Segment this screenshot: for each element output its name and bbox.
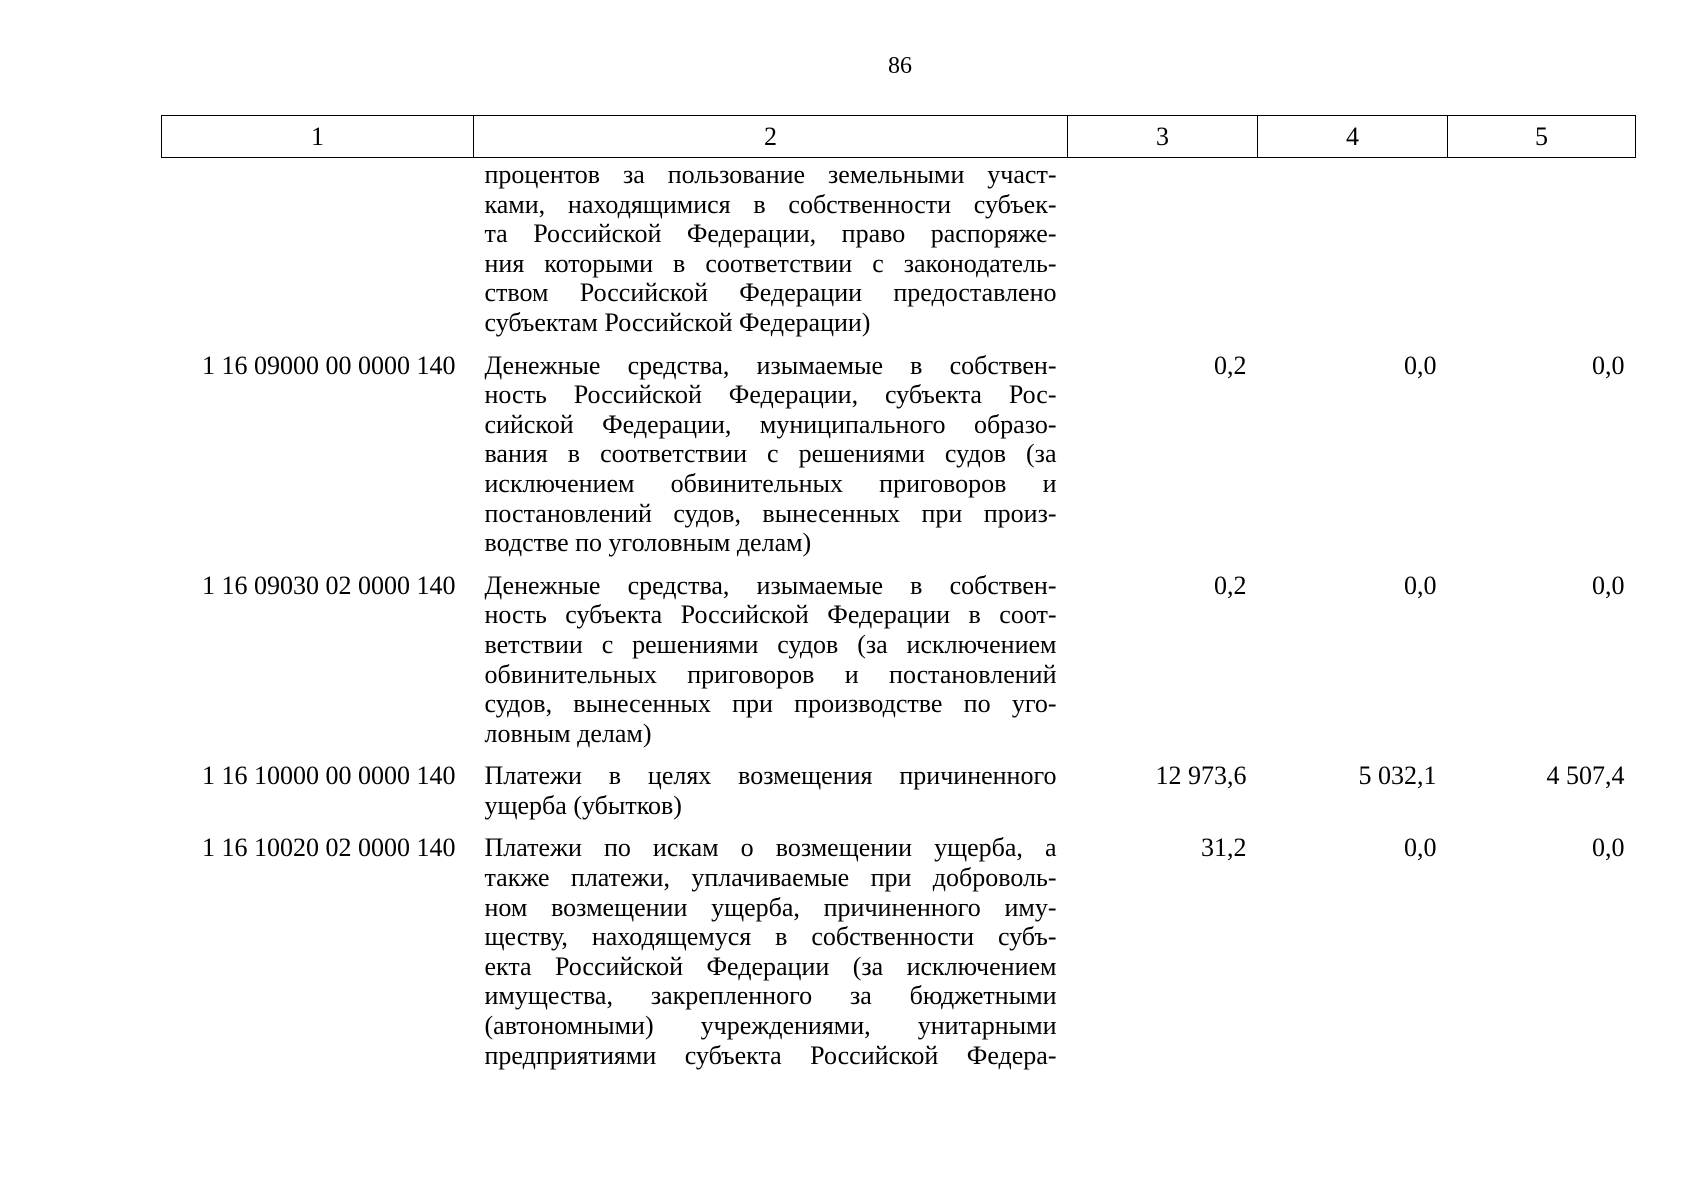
amount-cell-col-4: 0,0 bbox=[1404, 570, 1437, 600]
column-header-2: 2 bbox=[474, 116, 1068, 158]
column-header-3: 3 bbox=[1068, 116, 1258, 158]
revenue-name-line: ством Российской Федерации предоставлено bbox=[484, 278, 1057, 308]
revenue-name-line: ность Российской Федерации, субъекта Рос- bbox=[484, 380, 1057, 410]
revenue-name-line: исключением обвинительных приговоров и bbox=[484, 468, 1057, 498]
table-header-row bbox=[162, 116, 1636, 158]
column-header-4: 4 bbox=[1258, 116, 1448, 158]
revenue-name-line: ном возмещении ущерба, причиненного иму- bbox=[484, 892, 1057, 922]
revenue-name-line: та Российской Федерации, право распоряже- bbox=[484, 219, 1057, 249]
revenue-name-cell bbox=[474, 761, 1068, 833]
revenue-name-line: ловным делам) bbox=[484, 718, 652, 748]
amount-cell-col-5: 0,0 bbox=[1592, 570, 1625, 600]
revenue-name-line: обвинительных приговоров и постановлений bbox=[484, 659, 1057, 689]
amount-cell-col-4: 5 032,1 bbox=[1358, 761, 1437, 791]
revenue-name-line: процентов за пользование земельными участ- bbox=[484, 160, 1057, 189]
revenue-name-line: имущества, закрепленного за бюджетными bbox=[484, 981, 1057, 1011]
revenue-name-cell bbox=[474, 351, 1068, 571]
revenue-name-line: также платежи, уплачиваемые при доброволь- bbox=[484, 863, 1057, 893]
revenue-name-cell bbox=[474, 833, 1068, 1083]
revenue-name-line: ность субъекта Российской Федерации в соот- bbox=[484, 600, 1057, 630]
amount-cell-col-3 bbox=[1068, 158, 1258, 351]
revenue-code-cell: 1 16 09030 02 0000 140 bbox=[202, 570, 456, 600]
revenue-name-line: екта Российской Федерации (за исключением bbox=[484, 951, 1057, 981]
revenue-name-line: ветствии с решениями судов (за исключением bbox=[484, 629, 1057, 659]
table-row bbox=[162, 833, 1636, 1083]
revenue-name-line: ния которыми в соответствии с законодатель- bbox=[484, 248, 1057, 278]
revenue-code-cell bbox=[162, 158, 474, 351]
revenue-name-line: постановлений судов, вынесенных при произ- bbox=[484, 498, 1057, 528]
amount-cell-col-3: 31,2 bbox=[1201, 833, 1247, 863]
revenue-name-line: Платежи в целях возмещения причиненного bbox=[484, 761, 1057, 791]
revenue-name-line: Денежные средства, изымаемые в собствен- bbox=[484, 350, 1057, 380]
revenue-code-cell: 1 16 09000 00 0000 140 bbox=[202, 350, 456, 380]
revenue-name-cell bbox=[474, 571, 1068, 762]
amount-cell-col-4: 0,0 bbox=[1404, 833, 1437, 863]
page-number: 86 bbox=[888, 53, 912, 79]
table-row bbox=[162, 571, 1636, 762]
revenue-name-line: Платежи по искам о возмещении ущерба, а bbox=[484, 833, 1057, 863]
revenue-code-cell: 1 16 10020 02 0000 140 bbox=[202, 833, 456, 863]
revenue-name-cell bbox=[474, 158, 1068, 351]
table-row bbox=[162, 761, 1636, 833]
revenue-name-line: предприятиями субъекта Российской Федера- bbox=[484, 1040, 1057, 1070]
revenue-name-line: сийской Федерации, муниципального образо- bbox=[484, 409, 1057, 439]
amount-cell-col-3: 12 973,6 bbox=[1155, 761, 1247, 791]
table-row bbox=[162, 158, 1636, 351]
column-header-5: 5 bbox=[1448, 116, 1636, 158]
table-row bbox=[162, 351, 1636, 571]
table-body bbox=[162, 158, 1636, 1084]
revenue-name-line: (автономными) учреждениями, унитарными bbox=[484, 1011, 1057, 1041]
revenue-name-line: ущерба (убытков) bbox=[484, 790, 682, 820]
revenue-name-line: Денежные средства, изымаемые в собствен- bbox=[484, 570, 1057, 600]
revenue-name-line: ществу, находящемуся в собственности субъ- bbox=[484, 922, 1057, 952]
column-header-1: 1 bbox=[162, 116, 474, 158]
amount-cell-col-3: 0,2 bbox=[1214, 570, 1247, 600]
amount-cell-col-4: 0,0 bbox=[1404, 350, 1437, 380]
amount-cell-col-5 bbox=[1448, 158, 1636, 351]
amount-cell-col-4 bbox=[1258, 158, 1448, 351]
revenue-name-line: вания в соответствии с решениями судов (за bbox=[484, 439, 1057, 469]
revenue-name-line: ками, находящимися в собственности субъек- bbox=[484, 189, 1057, 219]
revenue-code-cell: 1 16 10000 00 0000 140 bbox=[202, 761, 456, 791]
revenue-name-line: субъектам Российской Федерации) bbox=[484, 307, 871, 337]
amount-cell-col-5: 0,0 bbox=[1592, 350, 1625, 380]
amount-cell-col-3: 0,2 bbox=[1214, 350, 1247, 380]
amount-cell-col-5: 0,0 bbox=[1592, 833, 1625, 863]
revenue-name-line: водстве по уголовным делам) bbox=[484, 528, 812, 558]
amount-cell-col-5: 4 507,4 bbox=[1546, 761, 1625, 791]
revenue-name-line: судов, вынесенных при производстве по уго- bbox=[484, 689, 1057, 719]
budget-revenue-table bbox=[161, 115, 1636, 1083]
